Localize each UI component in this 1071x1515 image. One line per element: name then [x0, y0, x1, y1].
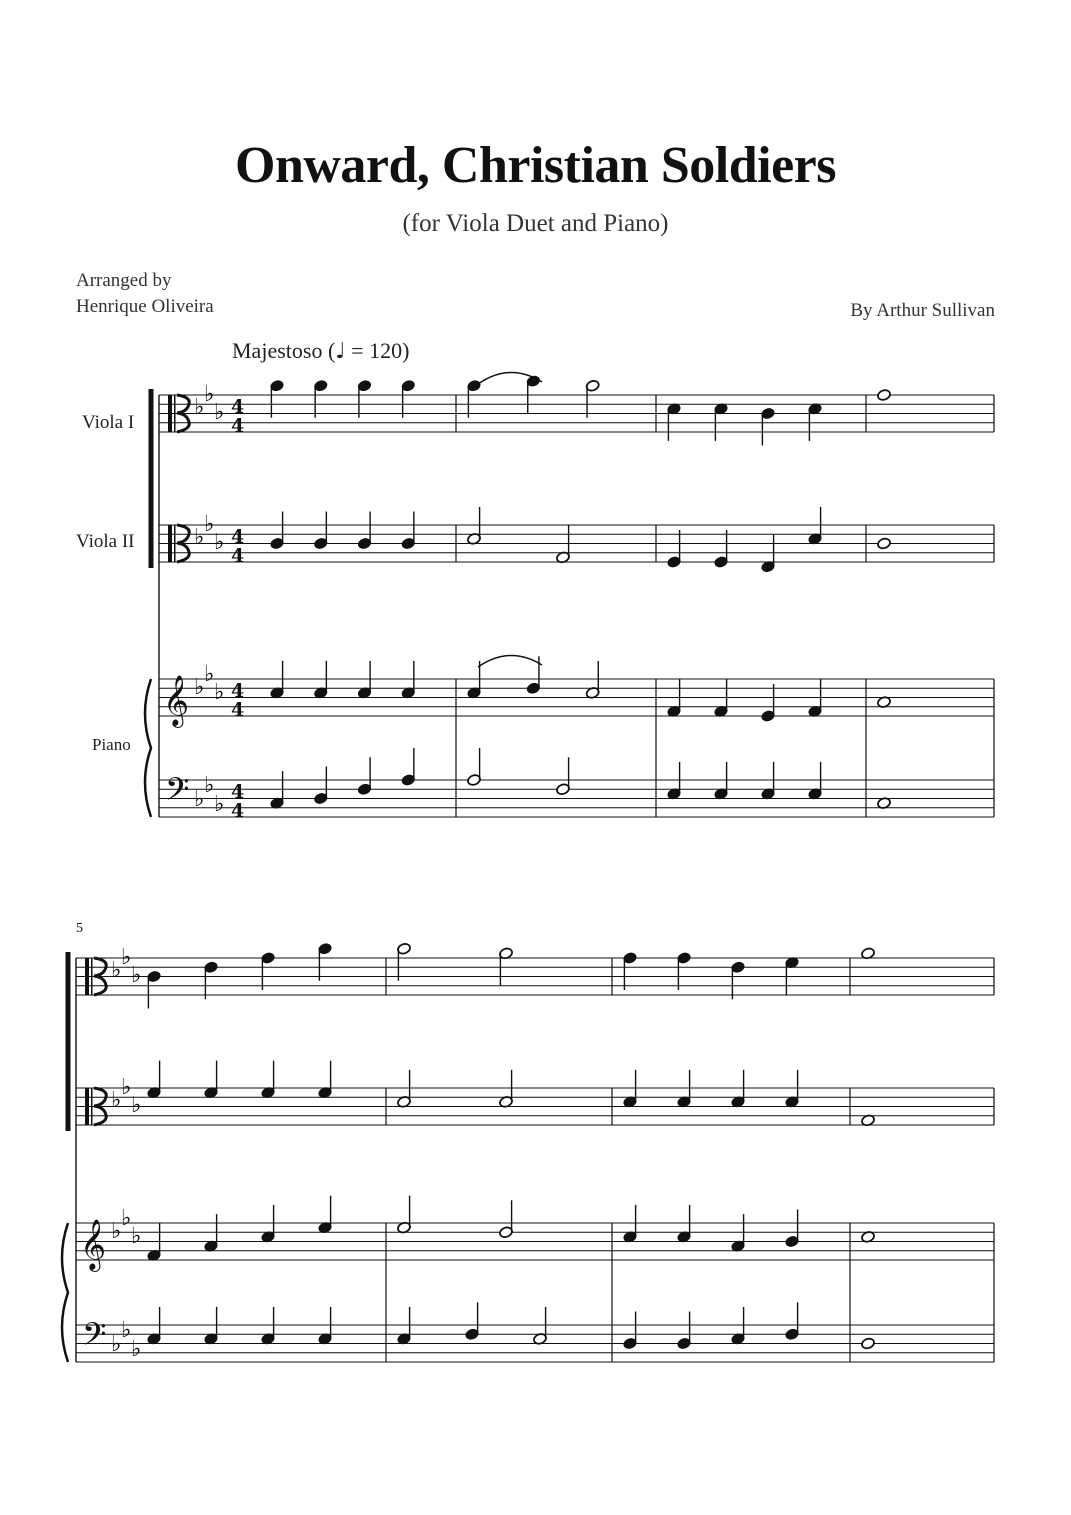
alto-clef-icon [168, 525, 172, 562]
flat-icon: ♭ [204, 382, 215, 407]
bass-clef-icon: 𝄢 [165, 771, 190, 815]
instrument-label-viola-2: Viola II [76, 531, 135, 552]
flat-icon: ♭ [131, 963, 142, 988]
instrument-label-viola-1: Viola I [82, 412, 135, 433]
score-subtitle: (for Viola Duet and Piano) [402, 210, 669, 237]
alto-clef-icon [174, 525, 176, 562]
alto-clef-icon [91, 958, 93, 995]
slur [478, 655, 542, 667]
flat-icon: ♭ [111, 1332, 122, 1357]
time-signature-top: 4 [231, 680, 245, 702]
flat-icon: ♭ [121, 1318, 132, 1343]
score-title: Onward, Christian Soldiers [235, 137, 836, 194]
tempo-text: Majestoso ( [232, 338, 336, 363]
arranger-caption: Arranged by [76, 270, 172, 291]
flat-icon: ♭ [131, 1337, 142, 1362]
note-head [861, 1337, 876, 1350]
alto-clef-icon [91, 1088, 93, 1125]
flat-icon: ♭ [194, 675, 205, 700]
tempo-value: = 120) [345, 338, 410, 363]
flat-icon: ♭ [121, 1075, 132, 1100]
flat-icon: ♭ [131, 1093, 142, 1118]
time-signature-bottom: 4 [231, 699, 245, 721]
time-signature-top: 4 [231, 526, 245, 548]
flat-icon: ♭ [214, 792, 225, 817]
flat-icon: ♭ [214, 530, 225, 555]
treble-clef-icon: 𝄞 [80, 1219, 107, 1270]
flat-icon: ♭ [111, 1219, 122, 1244]
flat-icon: ♭ [214, 680, 225, 705]
flat-icon: ♭ [121, 945, 132, 970]
alto-clef-icon [174, 395, 176, 432]
flat-icon: ♭ [204, 773, 215, 798]
flat-icon: ♭ [131, 1224, 142, 1249]
note-head [877, 537, 892, 550]
arranger-name: Henrique Oliveira [76, 296, 214, 317]
time-signature-bottom: 4 [231, 415, 245, 437]
flat-icon: ♭ [194, 525, 205, 550]
note-head [877, 389, 892, 402]
flat-icon: ♭ [111, 1088, 122, 1113]
piano-brace [145, 679, 151, 817]
flat-icon: ♭ [214, 400, 225, 425]
measure-number: 5 [76, 921, 83, 936]
treble-clef-icon: 𝄞 [163, 675, 190, 726]
flat-icon: ♭ [194, 787, 205, 812]
quarter-note-icon: ♩ [335, 339, 346, 364]
flat-icon: ♭ [111, 958, 122, 983]
instrument-label-piano: Piano [92, 735, 131, 754]
alto-clef-icon [85, 1088, 89, 1125]
flat-icon: ♭ [121, 1206, 132, 1231]
flat-icon: ♭ [204, 512, 215, 537]
flat-icon: ♭ [194, 395, 205, 420]
bass-clef-icon: 𝄢 [82, 1316, 107, 1360]
alto-clef-icon [85, 958, 89, 995]
time-signature-top: 4 [231, 396, 245, 418]
flat-icon: ♭ [204, 662, 215, 687]
piano-brace [62, 1223, 68, 1362]
time-signature-top: 4 [231, 781, 245, 803]
time-signature-bottom: 4 [231, 545, 245, 567]
composer-credit: By Arthur Sullivan [850, 300, 995, 321]
time-signature-bottom: 4 [231, 800, 245, 822]
alto-clef-icon [168, 395, 172, 432]
